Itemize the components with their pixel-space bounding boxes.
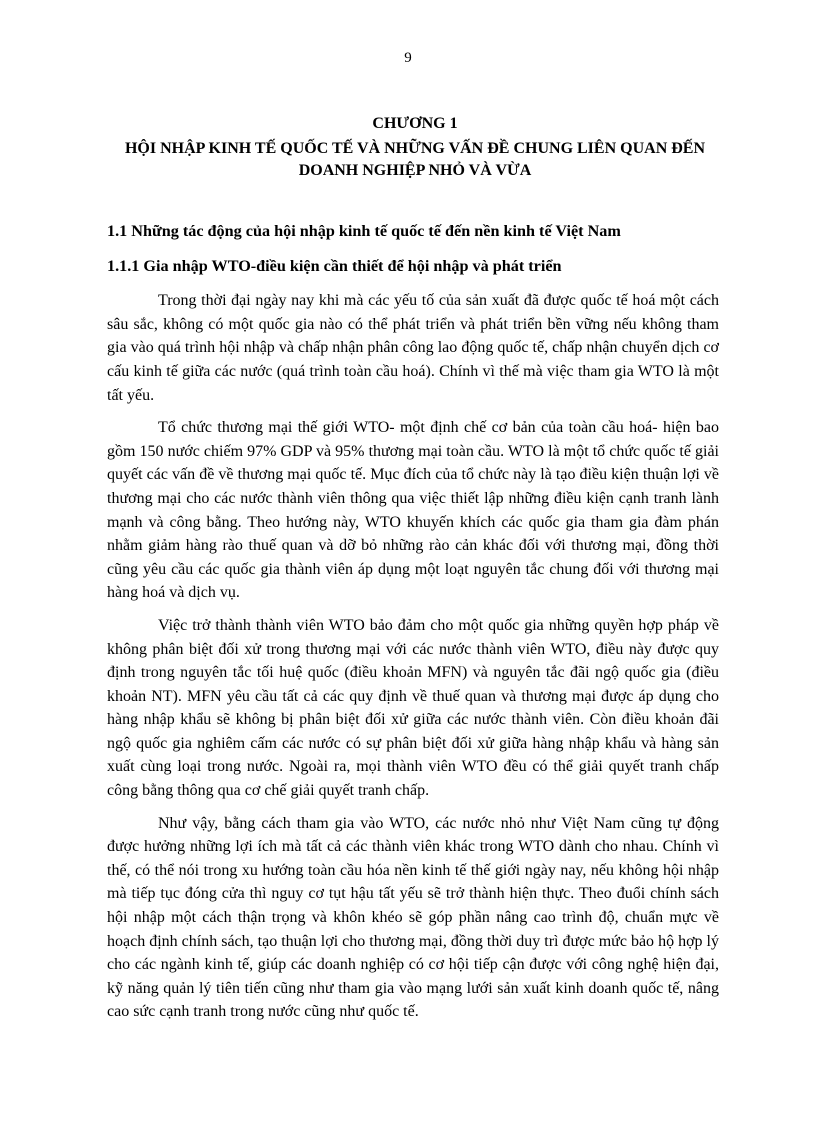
document-body	[107, 220, 719, 1033]
paragraph: Như vậy, bằng cách tham gia vào WTO, các nước nhỏ như Việt Nam cũng tự động được hưởng những lợi ích mà tất cả các thành viên khác trong WTO dành cho nhau. Chính vì thế, có thể nói trong xu hướng toàn cầu hóa nền kinh tế thế giới ngày nay, nếu không hội nhập mà tiếp tục đóng cửa thì nguy cơ tụt hậu tất yếu sẽ trở thành hiện thực. Theo đuổi chính sách hội nhập một cách thận trọng và khôn khéo sẽ góp phần nâng cao trình độ, chuẩn mực về hoạch định chính sách, tạo thuận lợi cho thương mại, đồng thời duy trì được mức bảo hộ hợp lý cho các ngành kinh tế, giúp các doanh nghiệp có cơ hội tiếp cận được với công nghệ hiện đại, kỹ năng quản lý tiên tiến cũng như tham gia vào mạng lưới sản xuất kinh doanh quốc tế, nâng cao sức cạnh tranh trong nước cũng như quốc tế.	[107, 814, 719, 1021]
paragraph: Tổ chức thương mại thế giới WTO- một định chế cơ bản của toàn cầu hoá- hiện bao gồm 150 nước chiếm 97% GDP và 95% thương mại toàn cầu. WTO là một tổ chức quốc tế giải quyết các vấn đề về thương mại quốc tế. Mục đích của tổ chức này là tạo điều kiện thuận lợi về thương mại cho các nước thành viên thông qua việc thiết lập những điều kiện cạnh tranh lành mạnh và công bằng. Theo hướng này, WTO khuyến khích các quốc gia tham gia đàm phán nhằm giảm hàng rào thuế quan và dỡ bỏ những rào cản khác đối với thương mại, đồng thời cũng yêu cầu các quốc gia thành viên áp dụng một loạt nguyên tắc chung đối với thương mại hàng hoá và dịch vụ.	[107, 419, 719, 602]
section-heading: 1.1 Những tác động của hội nhập kinh tế quốc tế đến nền kinh tế Việt Nam	[107, 222, 621, 240]
chapter-label: CHƯƠNG 1	[372, 115, 458, 132]
paragraph: Việc trở thành thành viên WTO bảo đảm cho một quốc gia những quyền hợp pháp về không phân biệt đối xử trong thương mại với các nước thành viên WTO, điều này được quy định trong nguyên tắc tối huệ quốc (điều khoản MFN) và nguyên tắc đãi ngộ quốc gia (điều khoản NT). MFN yêu cầu tất cả các quy định về thuế quan và thương mại được áp dụng cho hàng nhập khẩu sẽ không bị phân biệt đối xử giữa các nước thành viên. Còn điều khoản đãi ngộ quốc gia nghiêm cấm các nước có sự phân biệt đối xử giữa hàng nhập khẩu và hàng sản xuất cùng loại trong nước. Ngoài ra, mọi thành viên WTO đều có thể giải quyết tranh chấp công bằng thông qua cơ chế giải quyết tranh chấp.	[107, 616, 719, 800]
chapter-header	[100, 113, 730, 182]
page-number: 9	[404, 50, 412, 66]
paragraph: Trong thời đại ngày nay khi mà các yếu tố của sản xuất đã được quốc tế hoá một cách sâu sắc, không có một quốc gia nào có thể phát triển và phát triển bền vững nếu không tham gia vào quá trình hội nhập và chấp nhận phân công lao động quốc tế, chấp nhận chuyển dịch cơ cấu kinh tế giữa các nước (quá trình toàn cầu hoá). Chính vì thế mà việc tham gia WTO là một tất yếu.	[107, 292, 719, 404]
chapter-title: HỘI NHẬP KINH TẾ QUỐC TẾ VÀ NHỮNG VẤN ĐỀ CHUNG LIÊN QUAN ĐẾN DOANH NGHIỆP NHỎ VÀ VỪA	[124, 140, 706, 179]
subsection-heading: 1.1.1 Gia nhập WTO-điều kiện cần thiết để hội nhập và phát triển	[107, 256, 562, 275]
